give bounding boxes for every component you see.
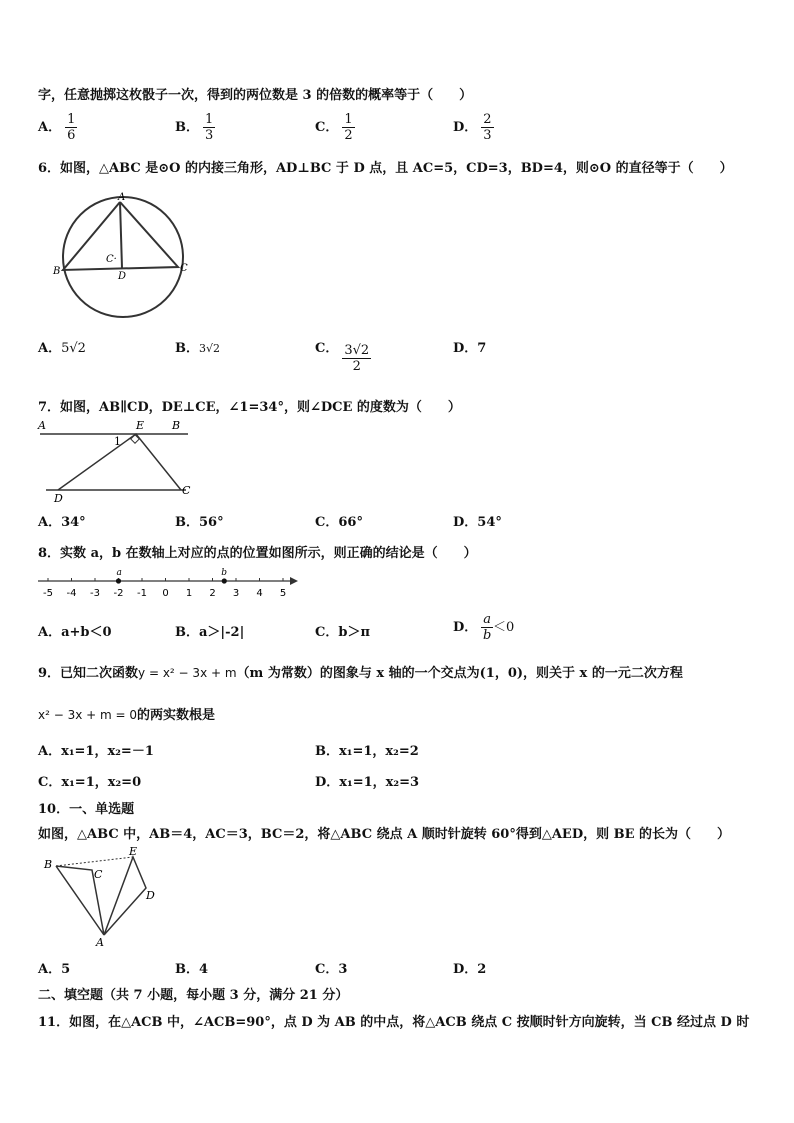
q11-stem: 11．如图，在△ACB 中，∠ACB=90°，点 D 为 AB 的中点，将△ACB 绕点 C 按顺时针方向旋转，当 CB 经过点 D 时 (38, 1015, 750, 1030)
q8-point-b (222, 578, 227, 583)
q9-stem-line2: x² − 3x + m = 0的两实数根是 (38, 708, 216, 723)
section-2-heading: 二、填空题（共 7 小题，每小题 3 分，满分 21 分） (38, 988, 349, 1003)
q8-option-d[interactable]: D． $\frac{a}{b}$ ＜0 (453, 612, 515, 643)
q6-option-d[interactable]: D．7 (453, 341, 487, 356)
q9-option-c[interactable]: C．x₁=1，x₂=0 (38, 775, 142, 790)
q8-point-a (116, 578, 121, 583)
q8-option-a[interactable]: A．a+b＜0 (38, 625, 112, 640)
q7-label-e: E (136, 419, 145, 432)
q9-option-b[interactable]: B．x₁=1，x₂=2 (315, 744, 419, 759)
q9-stem-line1: 9．已知二次函数y = x² − 3x + m（m 为常数）的图象与 x 轴的一个交点为(1，0)，则关于 x 的一元二次方程 (38, 666, 683, 681)
q5-stem: 字，任意抛掷这枚骰子一次，得到的两位数是 3 的倍数的概率等于（ ） (38, 88, 473, 103)
q10-label-d: D (146, 889, 155, 902)
q10-option-c[interactable]: C．3 (315, 962, 348, 977)
q6-label-center: C· (106, 254, 117, 265)
q8-axis-tick-label: 2 (209, 588, 216, 599)
q8-axis-tick-label: -4 (66, 588, 77, 599)
q8-axis-tick-label: 1 (185, 588, 193, 599)
q8-axis-tick-label: -1 (137, 588, 147, 599)
q8-option-c[interactable]: C．b＞π (315, 625, 370, 640)
q6-label-d: D (118, 271, 127, 282)
q6-option-a[interactable]: A．5√2 (38, 341, 86, 356)
q7-label-d: D (54, 492, 63, 505)
q10-stem: 如图，△ABC 中，AB＝4，AC＝3，BC＝2，将△ABC 绕点 A 顺时针旋转 60°得到△AED，则 BE 的长为（ ） (38, 827, 731, 842)
q7-label-angle-1: 1 (114, 435, 121, 448)
q8-axis-tick-label: 5 (279, 588, 287, 599)
q6-label-a: A (118, 192, 126, 203)
q8-axis-tick-label: -3 (90, 588, 100, 599)
q8-axis-tick-label: -5 (43, 588, 53, 599)
q6-label-c: C (180, 263, 188, 274)
q8-option-b[interactable]: B．a＞|-2| (175, 625, 245, 640)
q7-stem: 7．如图，AB∥CD，DE⊥CE，∠1=34°，则∠DCE 的度数为（ ） (38, 400, 461, 415)
q10-label-c: C (94, 868, 103, 881)
q6-option-b[interactable]: B．3√2 (175, 341, 221, 356)
q6-circle-figure (50, 190, 195, 320)
q8-point-b-label: b (221, 568, 228, 578)
q5-option-d[interactable]: D． $\frac{2}{3}$ (453, 112, 492, 143)
q8-axis-tick-label: -2 (113, 588, 124, 599)
q6-option-c[interactable]: C． $\frac{3√2}{2}$ (315, 341, 370, 374)
q10-heading: 10．一、单选题 (38, 802, 135, 817)
q8-number-line-figure (36, 566, 302, 602)
q10-option-d[interactable]: D．2 (453, 962, 487, 977)
q10-label-e: E (129, 845, 138, 858)
q8-point-a-label: a (116, 568, 122, 578)
q6-label-b: B (53, 266, 61, 277)
q10-rotation-figure (36, 846, 162, 948)
q9-function-formula: y = x² − 3x + m (138, 666, 237, 680)
q10-label-a: A (96, 936, 104, 949)
q7-label-c: C (182, 484, 191, 497)
q7-option-c[interactable]: C．66° (315, 515, 363, 530)
q6-stem: 6．如图，△ABC 是⊙O 的内接三角形，AD⊥BC 于 D 点，且 AC=5，CD=3，BD=4，则⊙O 的直径等于（ ） (38, 161, 733, 176)
q7-option-a[interactable]: A．34° (38, 515, 86, 530)
q7-label-a: A (38, 419, 46, 432)
q10-option-a[interactable]: A．5 (38, 962, 71, 977)
q7-label-b: B (172, 419, 181, 432)
q7-parallel-lines-figure (36, 418, 196, 503)
q9-option-a[interactable]: A．x₁=1，x₂=－1 (38, 744, 154, 759)
q9-equation-formula: x² − 3x + m = 0 (38, 708, 138, 722)
q9-option-d[interactable]: D．x₁=1，x₂=3 (315, 775, 420, 790)
q8-axis-tick-label: 4 (256, 588, 263, 599)
q10-label-b: B (44, 858, 53, 871)
q5-option-b[interactable]: B． $\frac{1}{3}$ (175, 112, 214, 143)
q5-option-a[interactable]: A． $\frac{1}{6}$ (38, 112, 76, 143)
q7-option-d[interactable]: D．54° (453, 515, 502, 530)
q8-stem: 8．实数 a，b 在数轴上对应的点的位置如图所示，则正确的结论是（ ） (38, 546, 477, 561)
q7-option-b[interactable]: B．56° (175, 515, 224, 530)
q8-axis-tick-label: 0 (162, 588, 169, 599)
q8-axis-tick-label: 3 (232, 588, 240, 599)
q10-option-b[interactable]: B．4 (175, 962, 209, 977)
q5-option-c[interactable]: C． $\frac{1}{2}$ (315, 112, 353, 143)
